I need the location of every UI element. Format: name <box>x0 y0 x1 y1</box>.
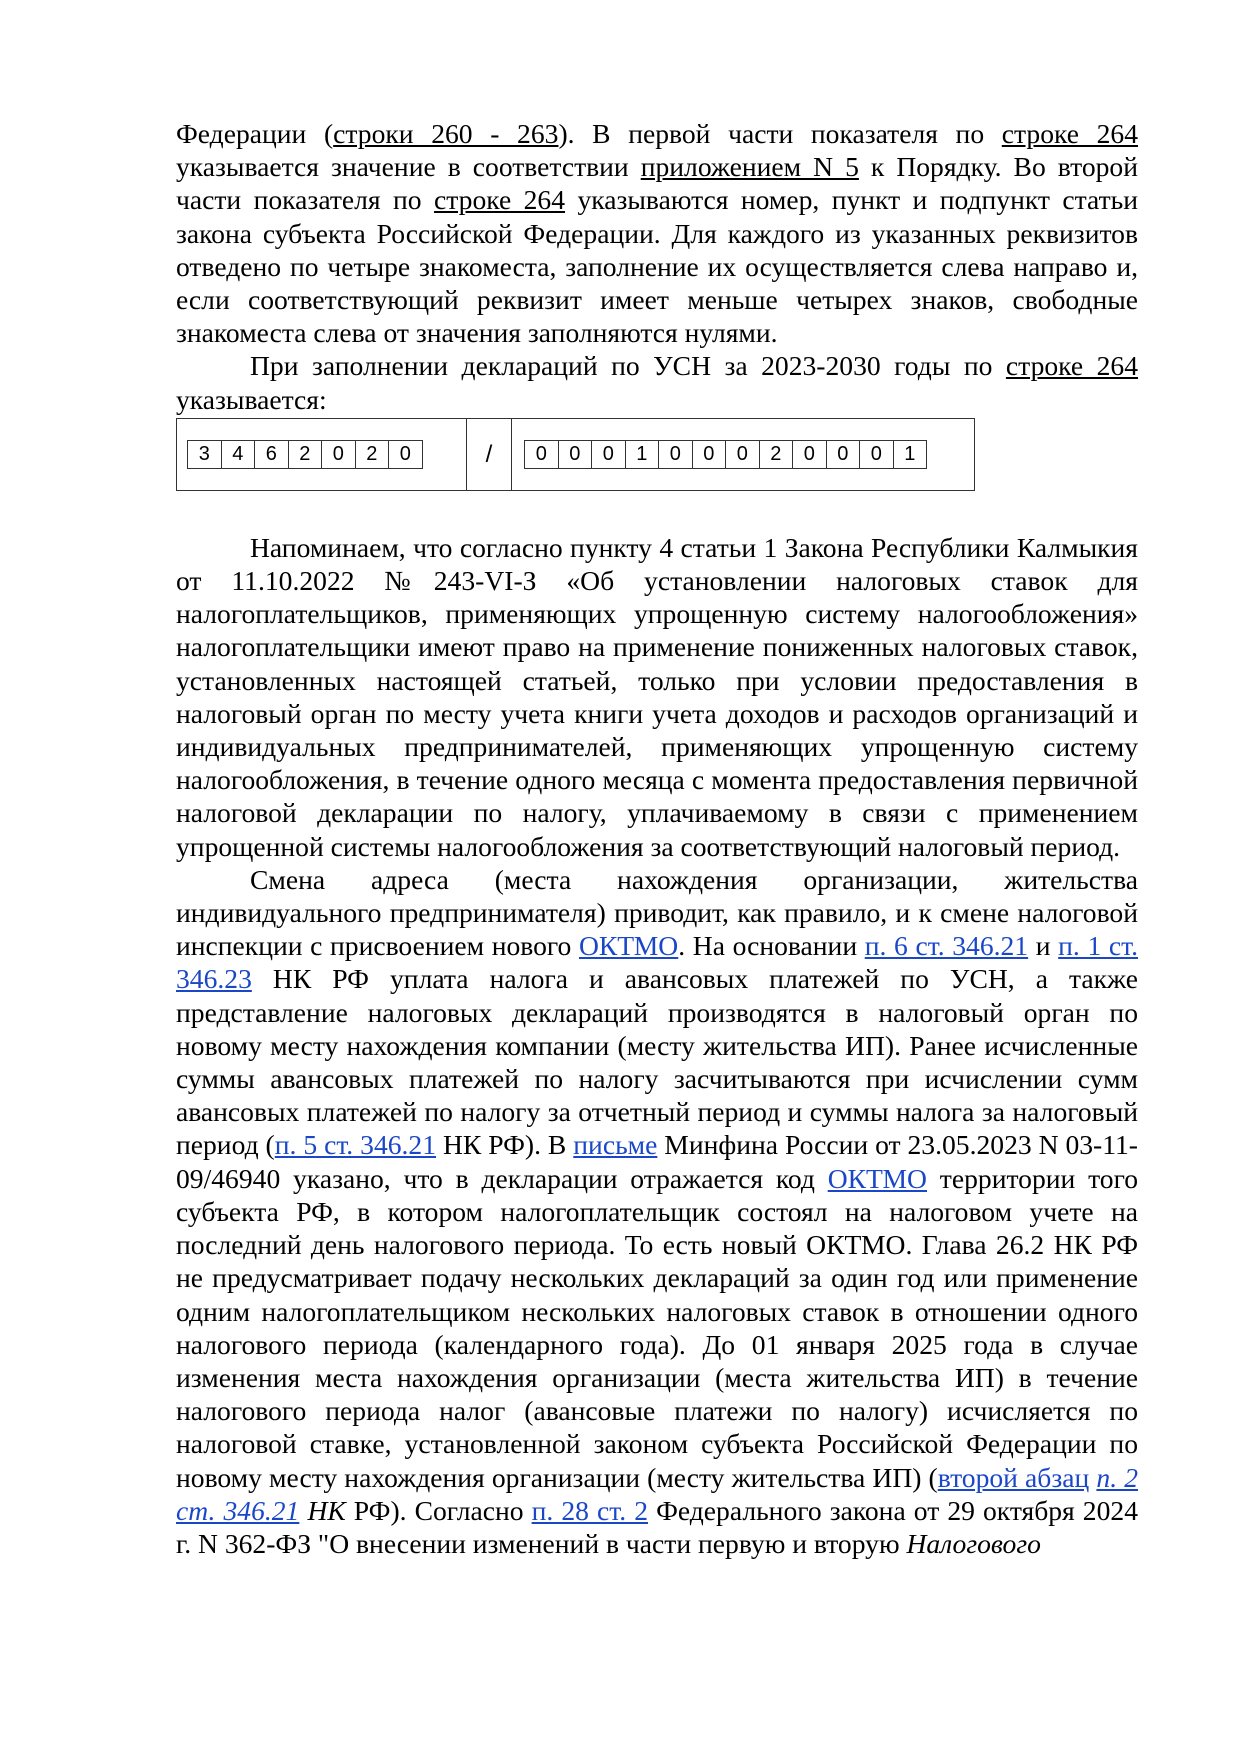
text: к Порядку. Во второй части показателя по <box>176 151 1138 216</box>
code-cell: 2 <box>288 440 323 469</box>
paragraph-filling-rule <box>176 349 1138 415</box>
link-lines-260-263[interactable]: строки 260 - 263 <box>333 118 559 149</box>
code-cell: 0 <box>388 440 423 469</box>
text: . На основании <box>678 930 865 962</box>
text: Смена адреса (места нахождения организации, жительства индивидуального предпринимателя) приводит, как правило, и к смене налоговой инспекции с присвоением нового <box>176 863 1138 962</box>
code-part-2 <box>512 419 974 490</box>
paragraph-line-264-description <box>176 117 1138 349</box>
code-part-1 <box>177 419 467 490</box>
text-italic: НК <box>307 1494 346 1526</box>
code-cell: 0 <box>859 440 894 469</box>
paragraph-address-change <box>176 863 1138 1560</box>
code-cell: 0 <box>558 440 593 469</box>
code-cell: 3 <box>187 440 222 469</box>
link-appendix-5[interactable]: приложением N 5 <box>640 151 859 183</box>
link-minfin-letter[interactable]: письме <box>573 1129 658 1161</box>
text: указываются номер, пункт и подпункт статьи закона субъекта Российской Федерации. Для каждого из указанных реквизитов отведено по четыре знакоместа, заполнение их осуществляется слева направо и, если соответствующий реквизит имеет меньше четырех знаков, свободные знакоместа слева от значения заполняются нулями. <box>176 184 1138 349</box>
code-cell: 0 <box>792 440 827 469</box>
code-cell: 2 <box>355 440 390 469</box>
paragraph-kalmykia-law: Напоминаем, что согласно пункту 4 статьи 1 Закона Республики Калмыкия от 11.10.2022 №243-VI-З «Об установлении налоговых ставок для налогоплательщиков, применяющих упрощенную систему налогообложения» налогоплательщики имеют право на применение пониженных налоговых ставок, установленных настоящей статьей, только при условии предоставления в налоговый орган по месту учета книги учета доходов и расходов организаций и индивидуальных предпринимателей, применяющих упрощенную систему налогообложения, в течение одного месяца с момента предоставления первичной налоговой декларации по налогу, уплачиваемому в связи с применением упрощенной системы налогообложения за соответствующий налоговый период. <box>176 531 1138 862</box>
link-p2-art-346-21[interactable]: п. 2 ст. 346.21 <box>176 1461 1138 1526</box>
code-cell: 0 <box>692 440 727 469</box>
text: и <box>1028 930 1059 962</box>
code-cell: 1 <box>893 440 928 469</box>
link-line-264[interactable]: строке 264 <box>1001 118 1138 149</box>
text: территории того субъекта РФ, в котором налогоплательщик состоял на налоговом учете на последний день налогового периода. То есть новый ОКТМО. Глава 26.2 НК РФ не предусматривает подачу нескольких деклараций за один год или применение одним налогоплательщиком нескольких налоговых ставок в отношении одного налогового периода (календарного года). До 01 января 2025 года в случае изменения места нахождения организации (места жительства ИП) в течение налогового периода налог (авансовые платежи по налогу) исчисляется по налоговой ставке, установленной законом субъекта Российской Федерации по новому месту нахождения организации (месту жительства ИП) ( <box>176 1162 1138 1493</box>
text: указывается значение в соответствии <box>176 151 641 183</box>
code-separator: / <box>467 419 512 490</box>
link-p6-art-346-21[interactable]: п. 6 ст. 346.21 <box>864 930 1029 962</box>
document-page <box>176 117 1138 1560</box>
text-italic: Налогового <box>906 1527 1041 1559</box>
text: НК РФ уплата налога и авансовых платежей по УСН, а также представление налоговых деклараций производятся в налоговый орган по новому месту нахождения компании (месту жительства ИП). Ранее исчисленные суммы авансовых платежей по налогу засчитываются при исчислении сумм авансовых платежей по налогу за отчетный период и суммы налога за налоговый период ( <box>176 963 1138 1161</box>
text: Минфина России от 23.05.2023 N 03-11-09/46940 указано, что в декларации отражается код <box>176 1129 1138 1194</box>
text: указывается: <box>176 383 327 415</box>
text: Федерального закона от 29 октября 2024 г. N 362-ФЗ "О внесении изменений в части первую и вторую <box>176 1494 1138 1559</box>
code-cell: 0 <box>321 440 356 469</box>
text: При заполнении деклараций по УСН за 2023-2030 годы по <box>250 350 1006 382</box>
text: Федерации ( <box>176 118 334 149</box>
code-cell: 2 <box>759 440 794 469</box>
code-cell: 0 <box>524 440 559 469</box>
link-oktmo[interactable]: ОКТМО <box>578 930 679 962</box>
code-cell: 0 <box>826 440 861 469</box>
link-second-paragraph[interactable]: второй абзац <box>937 1461 1090 1493</box>
code-cell: 6 <box>254 440 289 469</box>
text: НК РФ). В <box>436 1129 574 1161</box>
link-p5-art-346-21[interactable]: п. 5 ст. 346.21 <box>274 1129 437 1161</box>
code-cell: 0 <box>591 440 626 469</box>
link-p28-art-2[interactable]: п. 28 ст. 2 <box>531 1494 648 1526</box>
link-p1-art-346-23[interactable]: п. 1 ст. 346.23 <box>176 930 1138 995</box>
code-cell: 0 <box>658 440 693 469</box>
code-cell: 0 <box>725 440 760 469</box>
link-oktmo[interactable]: ОКТМО <box>827 1162 927 1194</box>
code-cell: 1 <box>625 440 660 469</box>
text: РФ). Согласно <box>345 1494 532 1526</box>
text: ). В первой части показателя по <box>558 118 1002 149</box>
line-264-code-table <box>176 418 975 491</box>
link-line-264[interactable]: строке 264 <box>434 184 566 216</box>
link-line-264[interactable]: строке 264 <box>1005 350 1139 382</box>
code-cell: 4 <box>221 440 256 469</box>
